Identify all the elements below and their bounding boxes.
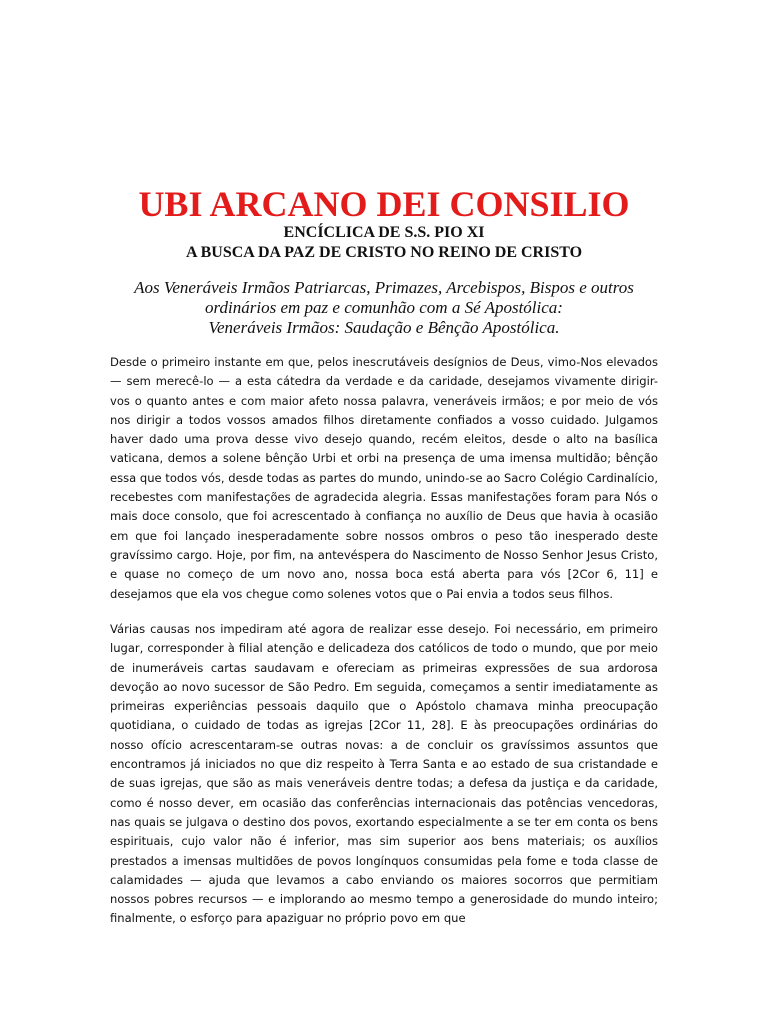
body-paragraph-2: Várias causas nos impediram até agora de realizar esse desejo. Foi necessário, em primeiro lugar, corresponder à filial atenção e delicadeza dos católicos de todo o mundo, que por meio de inumeráveis cartas saudavam e ofereciam as primeiras expressões de sua ardorosa devoção ao novo sucessor de São Pedro. Em seguida, começamos a sentir imediatamente as primeiras experiências pessoais daquilo que o Apóstolo chamava minha preocupação quotidiana, o cuidado de todas as igrejas [2Cor 11, 28]. E às preocupações ordinárias do nosso ofício acrescentaram-se outras novas: a de concluir os gravíssimos assuntos que encontramos já iniciados no que diz respeito à Terra Santa e ao estado de sua cristandade e de suas igrejas, que são as mais veneráveis dentre todas; a defesa da justiça e da caridade, como é nosso dever, em ocasião das conferências internacionais das potências vencedoras, nas quais se julgava o destino dos povos, exortando especialmente a se ter em conta os bens espirituais, cujo valor não é inferior, mas sim superior aos bens materiais; os auxílios prestados a imensas multidões de povos longínquos consumidas pela fome e toda classe de calamidades — ajuda que levamos a cabo enviando os maiores socorros que permitiam nossos pobres recursos — e implorando ao mesmo tempo a generosidade do mundo inteiro; finalmente, o esforço para apaziguar no próprio povo em que — [110, 622, 658, 926]
document-title: UBI ARCANO DEI CONSILIO — [138, 184, 630, 224]
address-line: Aos Veneráveis Irmãos Patriarcas, Primazes, Arcebispos, Bispos e outros — [134, 278, 634, 297]
encyclical-subtitle: ENCÍCLICA DE S.S. PIO XI — [283, 224, 485, 241]
body-paragraph-1: Desde o primeiro instante em que, pelos inescrutáveis desígnios de Deus, vimo-Nos elevados — sem merecê-lo — a esta cátedra da verdade e da caridade, desejamos vivamente dirigir-vos o quanto antes e com maior afeto nossa palavra, veneráveis irmãos; e por meio de vós nos dirigir a todos vossos amados filhos diretamente confiados a vosso cuidado. Julgamos haver dado uma prova desse vivo desejo quando, recém eleitos, desde o alto na basílica vaticana, demos a solene bênção Urbi et orbi na presença de uma imensa multidão; bênção essa que todos vós, desde todas as partes do mundo, unindo-se ao Sacro Colégio Cardinalício, recebestes com manifestações de agradecida alegria. Essas manifestações foram para Nós o mais doce consolo, que foi acrescentado à confiança no auxílio de Deus que havia à ocasião em que foi lançado inesperadamente sobre nossos ombros o peso tão inesperado deste gravíssimo cargo. Hoje, por fim, na antevéspera do Nascimento de Nosso Senhor Jesus Cristo, e quase no começo de um novo ano, nossa boca está aberta para vós [2Cor 6, 11] e desejamos que ela vos chegue como solenes votos que o Pai envia a todos seus filhos. — [110, 355, 658, 601]
address-line: Veneráveis Irmãos: Saudação e Bênção Apostólica. — [208, 318, 560, 337]
encyclical-theme-subtitle: A BUSCA DA PAZ DE CRISTO NO REINO DE CRISTO — [185, 244, 583, 261]
salutation-address — [100, 278, 668, 338]
address-line: ordinários em paz e comunhão com a Sé Apostólica: — [205, 298, 563, 317]
